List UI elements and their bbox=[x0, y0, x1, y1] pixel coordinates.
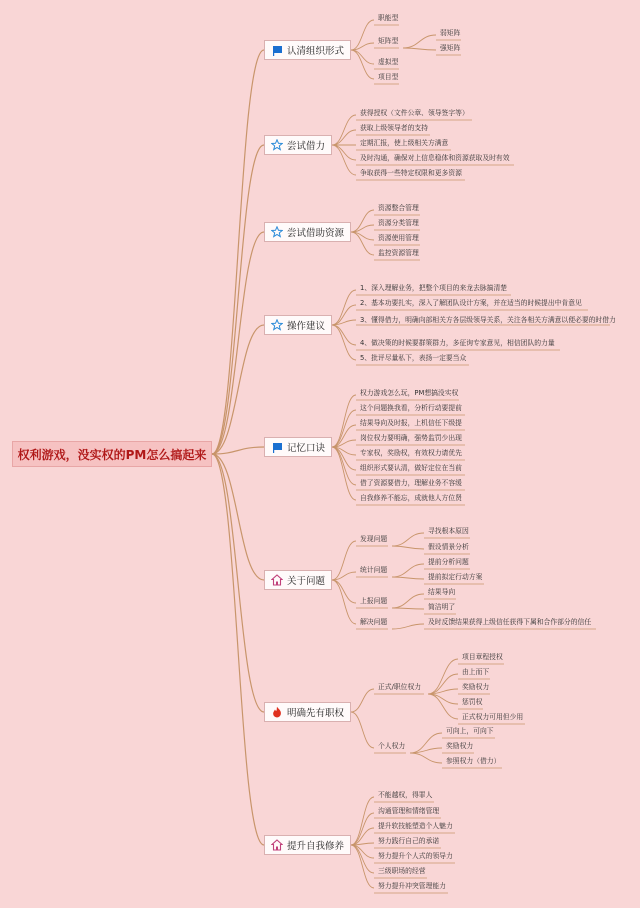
leaf-item[interactable]: 自我修养不能忘，成就他人方位贤 bbox=[360, 494, 462, 502]
leaf-item[interactable]: 岗位权力要明确，强势监罚少出现 bbox=[360, 434, 462, 442]
leaf-item[interactable]: 专家权，奖励权，有效权力请优先 bbox=[360, 449, 462, 457]
branch-connector bbox=[332, 410, 356, 447]
leaf-item[interactable]: 获取上级领导者的支持 bbox=[360, 124, 428, 132]
leaf-item[interactable]: 提升软技能塑造个人魅力 bbox=[378, 822, 453, 830]
leaf-item[interactable]: 不能越权，得罪人 bbox=[378, 791, 433, 799]
sub-leaf-item[interactable]: 弱矩阵 bbox=[440, 29, 461, 37]
branch-connector bbox=[332, 325, 356, 360]
sub-leaf-item[interactable]: 奖励权力 bbox=[446, 742, 474, 750]
root-connector bbox=[212, 454, 264, 712]
leaf-item[interactable]: 项目型 bbox=[378, 73, 399, 81]
sub-connector bbox=[392, 577, 424, 579]
sub-leaf-item[interactable]: 正式权力可用但少用 bbox=[462, 713, 524, 721]
sub-connector bbox=[392, 594, 424, 608]
leaf-item[interactable]: 组织形式要认清，做好定位在当前 bbox=[360, 464, 462, 472]
leaf-item[interactable]: 努力提升个人式的领导力 bbox=[378, 852, 453, 860]
leaf-item[interactable]: 这个问题换我看，分析行动要提前 bbox=[360, 404, 462, 412]
branch-connector bbox=[351, 828, 374, 845]
leaf-item[interactable]: 职能型 bbox=[378, 14, 399, 22]
branch-connector bbox=[332, 580, 356, 603]
sub-leaf-item[interactable]: 惩罚权 bbox=[462, 698, 483, 706]
leaf-item[interactable]: 及时沟通，确保对上信息稳体和资源获取及时有效 bbox=[360, 154, 510, 162]
branch-label: 记忆口诀 bbox=[287, 443, 326, 454]
leaf-item[interactable]: 正式/职位权力 bbox=[378, 683, 422, 691]
leaf-item[interactable]: 统计问题 bbox=[360, 566, 388, 574]
branch-connector bbox=[351, 232, 374, 255]
sub-leaf-item[interactable]: 及时反馈结果获得上级信任获得下属和合作部分的信任 bbox=[428, 618, 592, 626]
sub-connector bbox=[392, 564, 424, 577]
leaf-item[interactable]: 定期汇报，使上级相关方满意 bbox=[360, 139, 449, 147]
root-title: 权利游戏，没实权的PM怎么搞起来 bbox=[17, 447, 207, 462]
branch-label: 明确先有职权 bbox=[287, 708, 345, 719]
sub-connector bbox=[392, 624, 424, 629]
branch-2[interactable] bbox=[264, 135, 332, 155]
branch-connector bbox=[332, 290, 356, 325]
leaf-item[interactable]: 借了资源要借力，理解业务不容缓 bbox=[360, 479, 462, 487]
sub-leaf-item[interactable]: 简洁明了 bbox=[428, 603, 456, 611]
branch-4[interactable] bbox=[264, 315, 332, 335]
leaf-item[interactable]: 解决问题 bbox=[360, 618, 388, 626]
branch-connector bbox=[351, 797, 374, 845]
branch-connector bbox=[351, 689, 374, 712]
sub-connector bbox=[428, 694, 458, 719]
sub-connector bbox=[392, 546, 424, 549]
sub-leaf-item[interactable]: 由上而下 bbox=[462, 668, 490, 676]
leaf-item[interactable]: 个人权力 bbox=[378, 742, 406, 750]
branch-1[interactable] bbox=[264, 40, 351, 60]
branch-8[interactable] bbox=[264, 835, 351, 855]
branch-label: 认清组织形式 bbox=[287, 46, 345, 57]
leaf-item[interactable]: 获得授权（文件公章、领导签字等） bbox=[360, 109, 469, 117]
sub-leaf-item[interactable]: 假设情景分析 bbox=[428, 543, 469, 551]
branch-connector bbox=[351, 20, 374, 50]
sub-leaf-item[interactable]: 寻找根本原因 bbox=[428, 527, 469, 535]
sub-connector bbox=[428, 694, 458, 704]
branch-connector bbox=[332, 130, 356, 145]
sub-connector bbox=[428, 659, 458, 694]
home-icon bbox=[271, 574, 283, 586]
leaf-item[interactable]: 努力践行自己的承诺 bbox=[378, 837, 440, 845]
flag-icon bbox=[271, 441, 283, 453]
branch-connector bbox=[332, 395, 356, 447]
branch-label: 操作建议 bbox=[287, 321, 326, 332]
sub-connector bbox=[410, 753, 442, 763]
flag-icon bbox=[271, 44, 283, 56]
sub-leaf-item[interactable]: 提前拟定行动方案 bbox=[428, 573, 483, 581]
leaf-item[interactable]: 资源使用管理 bbox=[378, 234, 419, 242]
branch-connector bbox=[351, 712, 374, 748]
branch-label: 关于问题 bbox=[287, 576, 326, 587]
leaf-item[interactable]: 权力游戏怎么玩，PM想搞没实权 bbox=[360, 389, 459, 397]
star-icon bbox=[271, 226, 283, 238]
leaf-item[interactable]: 争取获得一些特定权限和更多资源 bbox=[360, 169, 462, 177]
root-connector bbox=[212, 232, 264, 454]
star-icon bbox=[271, 319, 283, 331]
branch-label: 尝试借助资源 bbox=[287, 228, 345, 239]
branch-connector bbox=[351, 50, 374, 64]
branch-3[interactable] bbox=[264, 222, 351, 242]
branch-label: 尝试借力 bbox=[287, 141, 326, 152]
sub-leaf-item[interactable]: 奖励权力 bbox=[462, 683, 490, 691]
sub-leaf-item[interactable]: 强矩阵 bbox=[440, 44, 461, 52]
root-connector bbox=[212, 50, 264, 454]
leaf-item[interactable]: 结果导向及时报，上机信任下级提 bbox=[360, 419, 462, 427]
leaf-item[interactable]: 5、批评尽量私下，表扬一定要当众 bbox=[360, 354, 467, 362]
branch-connector bbox=[332, 145, 356, 175]
branch-connector bbox=[332, 115, 356, 145]
fire-icon bbox=[271, 706, 283, 718]
leaf-item[interactable]: 资源分类管理 bbox=[378, 219, 419, 227]
sub-leaf-item[interactable]: 结果导向 bbox=[428, 588, 456, 596]
sub-connector bbox=[403, 35, 436, 48]
leaf-item[interactable]: 3、懂得借力，明确向部相关方各层级领导关系，关注各相关方满意以便必要的时借力 bbox=[360, 316, 616, 324]
branch-6[interactable] bbox=[264, 570, 332, 590]
sub-leaf-item[interactable]: 可向上，可向下 bbox=[446, 727, 494, 735]
leaf-item[interactable]: 虚拟型 bbox=[378, 58, 399, 66]
leaf-item[interactable]: 2、基本功要扎实，深入了解团队设计方案，并在适当的时候提出中肯意见 bbox=[360, 299, 582, 307]
leaf-item[interactable]: 沟通管理和情绪管理 bbox=[378, 807, 440, 815]
leaf-item[interactable]: 监控资源管理 bbox=[378, 249, 419, 257]
branch-connector bbox=[351, 845, 374, 873]
sub-connector bbox=[392, 533, 424, 546]
home-icon bbox=[271, 839, 283, 851]
branch-connector bbox=[332, 145, 356, 160]
branch-connector bbox=[332, 447, 356, 485]
sub-connector bbox=[403, 48, 436, 50]
leaf-item[interactable]: 矩阵型 bbox=[378, 37, 399, 45]
branch-connector bbox=[351, 50, 374, 79]
root-connector bbox=[212, 447, 264, 454]
star-icon bbox=[271, 139, 283, 151]
branch-5[interactable] bbox=[264, 437, 332, 457]
leaf-item[interactable]: 发现问题 bbox=[360, 535, 388, 543]
leaf-item[interactable]: 努力提升冲突管理能力 bbox=[378, 882, 446, 890]
branch-label: 提升自我修养 bbox=[287, 841, 345, 852]
sub-leaf-item[interactable]: 提前分析问题 bbox=[428, 558, 469, 566]
branch-7[interactable] bbox=[264, 702, 351, 722]
sub-connector bbox=[392, 608, 424, 609]
leaf-item[interactable]: 三级职场的经营 bbox=[378, 867, 426, 875]
root-connector bbox=[212, 454, 264, 845]
branch-connector bbox=[332, 541, 356, 580]
leaf-item[interactable]: 上报问题 bbox=[360, 597, 388, 605]
root-topic[interactable] bbox=[12, 441, 212, 467]
root-connector bbox=[212, 454, 264, 580]
sub-leaf-item[interactable]: 参照权力（借力） bbox=[446, 757, 501, 765]
leaf-item[interactable]: 4、做决策的时候要群策群力，多征询专家意见，相信团队的力量 bbox=[360, 339, 555, 347]
sub-connector bbox=[410, 733, 442, 753]
sub-leaf-item[interactable]: 项目章程授权 bbox=[462, 653, 503, 661]
leaf-item[interactable]: 资源整合管理 bbox=[378, 204, 419, 212]
leaf-item[interactable]: 1、深入理解业务，把整个项目的来龙去脉搞清楚 bbox=[360, 284, 508, 292]
root-connector bbox=[212, 145, 264, 454]
